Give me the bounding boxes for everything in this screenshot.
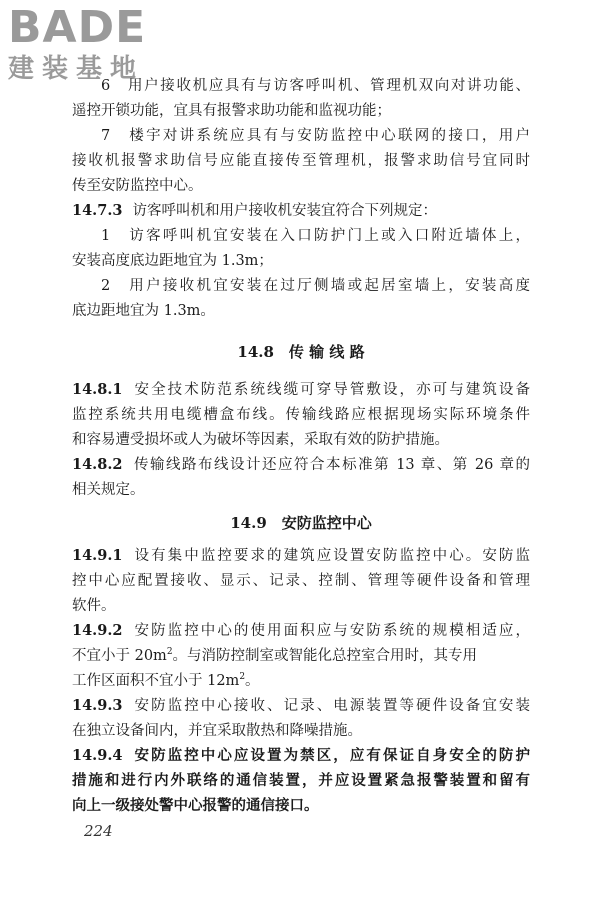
clause-14-9-3: [72, 694, 530, 718]
clause-number: 14.8.1: [72, 381, 123, 398]
clause-14-9-4: [72, 744, 530, 768]
section-heading-14-9: 14.9 安防监控中心: [230, 514, 372, 532]
section-heading-14-8: 14.8 传 输 线 路: [237, 343, 365, 361]
clause-14-7-3: [72, 199, 530, 223]
clause-number: 14.8.2: [72, 456, 123, 473]
text-line: 2 用户接收机宜安装在过厅侧墙或起居室墙上，安装高度: [101, 278, 530, 294]
text-line: 相关规定。: [72, 482, 145, 498]
clause-14-8-1: [72, 378, 530, 402]
text-fragment: 工作区面积不宜小于 12m: [72, 673, 240, 689]
text-line: 和容易遭受损坏或人为破坏等因素，采取有效的防护措施。: [72, 432, 449, 448]
text-line: 在独立设备间内，并宜采取散热和降噪措施。: [72, 723, 362, 739]
text-line: 1 访客呼叫机宜安装在入口防护门上或入口附近墙体上，: [101, 228, 530, 244]
text-line: 监控系统共用电缆槽盒布线。传输线路应根据现场实际环境条件: [72, 407, 530, 423]
clause-14-9-1: [72, 544, 530, 568]
clause-number: 14.9.1: [72, 547, 123, 564]
superscript: 2: [166, 647, 173, 658]
clause-text: 安防监控中心应设置为禁区，应有保证自身安全的防护: [132, 747, 530, 764]
text-line: 6 用户接收机应具有与访客呼叫机、管理机双向对讲功能、: [101, 78, 530, 94]
text-line: 向上一级接处警中心报警的通信接口。: [72, 797, 319, 814]
clause-14-8-2: [72, 453, 530, 477]
text-line: 底边距地宜为 1.3m。: [72, 303, 215, 319]
clause-text: 传输线路布线设计还应符合本标准第 13 章、第 26 章的: [132, 457, 530, 473]
clause-text: 访客呼叫机和用户接收机安装宜符合下列规定：: [132, 203, 437, 219]
clause-14-9-2: [72, 619, 530, 643]
text-fragment: 不宜小于 20m: [72, 648, 167, 664]
text-line: 遥控开锁功能，宜具有报警求助功能和监视功能；: [72, 103, 391, 119]
clause-number: 14.9.4: [72, 747, 123, 764]
clause-text: 设有集中监控要求的建筑应设置安防监控中心。安防监: [132, 548, 530, 564]
text-line: 接收机报警求助信号应能直接传至管理机，报警求助信号宜同时: [72, 153, 530, 169]
text-line: [72, 669, 530, 693]
text-line: [72, 644, 530, 668]
page-number: 224: [84, 822, 113, 840]
clause-text: 安全技术防范系统线缆可穿导管敷设，亦可与建筑设备: [132, 382, 530, 398]
text-fragment: 。: [245, 673, 260, 689]
text-line: 安装高度底边距地宜为 1.3m；: [72, 253, 273, 269]
clause-text: 安防监控中心的使用面积应与安防系统的规模相适应，: [132, 623, 530, 639]
logo-wordmark: BADE: [8, 2, 147, 53]
clause-number: 14.7.3: [72, 202, 123, 219]
clause-number: 14.9.2: [72, 622, 123, 639]
site-logo: [8, 2, 147, 84]
text-line: 措施和进行内外联络的通信装置，并应设置紧急报警装置和留有: [72, 772, 530, 789]
clause-text: 安防监控中心接收、记录、电源装置等硬件设备宜安装: [132, 698, 530, 714]
text-line: 传至安防监控中心。: [72, 178, 203, 194]
superscript: 2: [239, 672, 246, 683]
logo-subtitle: 建装基地: [8, 54, 145, 84]
text-fragment: 。与消防控制室或智能化总控室合用时，其专用: [172, 648, 478, 664]
text-line: 7 楼宇对讲系统应具有与安防监控中心联网的接口，用户: [101, 128, 530, 144]
clause-number: 14.9.3: [72, 697, 123, 714]
text-line: 软件。: [72, 598, 116, 614]
text-line: 控中心应配置接收、显示、记录、控制、管理等硬件设备和管理: [72, 573, 530, 589]
